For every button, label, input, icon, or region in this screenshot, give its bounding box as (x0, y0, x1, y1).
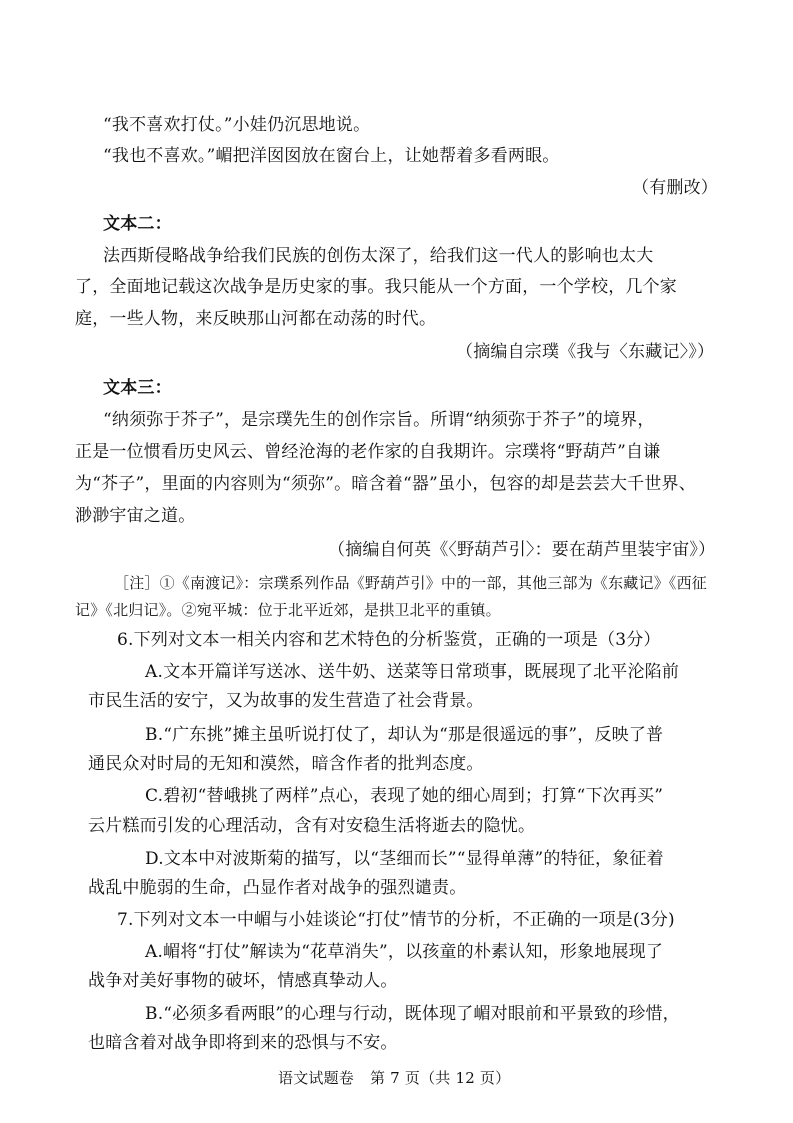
text-two-line: 了，全面地记载这次战争是历史家的事。我只能从一个方面，一个学校，几个家 (75, 277, 677, 297)
q7-option-b: B.“必须多看两眼”的心理与行动，既体现了嵋对眼前和平景致的珍惜， (145, 1004, 680, 1024)
story-attribution: （有删改） (632, 178, 718, 198)
text-three-line: 正是一位惯看历史风云、曾经沧海的老作家的自我期许。宗璞将“野葫芦”自谦 (75, 442, 661, 462)
q7-option-a-cont: 战争对美好事物的破坏，情感真挚动人。 (88, 971, 398, 991)
text-three-source: （摘编自何英《〈野葫芦引〉：要在葫芦里装宇宙》） (328, 540, 716, 560)
text-two-heading: 文本二： (103, 214, 172, 234)
text-two-line: 法西斯侵略战争给我们民族的创伤太深了，给我们这一代人的影响也太大 (103, 246, 654, 266)
question-6-stem: 6.下列对文本一相关内容和艺术特色的分析鉴赏，正确的一项是（3分） (117, 630, 661, 650)
q6-option-b: B.“广东挑”摊主虽听说打仗了，却认为“那是很遥远的事”，反映了普 (145, 725, 664, 745)
q6-option-c-cont: 云片糕而引发的心理活动，含有对安稳生活将逝去的隐忧。 (88, 816, 536, 836)
text-two-line: 庭，一些人物，来反映那山河都在动荡的时代。 (75, 309, 437, 329)
page-footer (278, 1067, 510, 1089)
q6-option-b-cont: 通民众对时局的无知和漠然，暗含作者的批判态度。 (88, 754, 484, 774)
story-line: “我不喜欢打仗。”小娃仍沉思地说。 (103, 115, 371, 135)
question-7-stem: 7.下列对文本一中嵋与小娃谈论“打仗”情节的分析，不正确的一项是(3分) (117, 910, 675, 930)
note-line: ［注］①《南渡记》：宗璞系列作品《野葫芦引》中的一部，其他三部为《东藏记》《西征 (114, 574, 708, 592)
text-three-line: 渺渺宇宙之道。 (75, 506, 196, 526)
footer-page-number: 第 7 页（共 12 页） (370, 1069, 511, 1087)
text-three-heading: 文本三： (103, 378, 172, 398)
text-two-source: （摘编自宗璞《我与〈东藏记〉》） (456, 342, 715, 362)
footer-subject: 语文试题卷 (278, 1069, 355, 1087)
q7-option-a: A.嵋将“打仗”解读为“花草消失”，以孩童的朴素认知，形象地展现了 (145, 942, 664, 962)
note-line: 记》《北归记》。②宛平城：位于北平近郊，是拱卫北平的重镇。 (75, 601, 501, 619)
q6-option-d: D.文本中对波斯菊的描写，以“茎细而长”“显得单薄”的特征，象征着 (145, 849, 664, 869)
q6-option-a-cont: 市民生活的安宁，又为故事的发生营造了社会背景。 (88, 691, 484, 711)
text-three-line: 为“芥子”，里面的内容则为“须弥”。暗含着“器”虽小，包容的却是芸芸大千世界、 (75, 474, 696, 494)
story-line: “我也不喜欢。”嵋把洋囡囡放在窗台上，让她帮着多看两眼。 (103, 146, 560, 166)
q7-option-b-cont: 也暗含着对战争即将到来的恐惧与不安。 (88, 1033, 398, 1053)
text-three-line: “纳须弥于芥子”，是宗璞先生的创作宗旨。所谓“纳须弥于芥子”的境界， (103, 410, 655, 430)
q6-option-d-cont: 战乱中脆弱的生命，凸显作者对战争的强烈谴责。 (88, 878, 467, 898)
q6-option-c: C.碧初“替峨挑了两样”点心，表现了她的细心周到；打算“下次再买” (145, 786, 664, 806)
q6-option-a: A.文本开篇详写送冰、送牛奶、送菜等日常琐事，既展现了北平沦陷前 (145, 662, 680, 682)
